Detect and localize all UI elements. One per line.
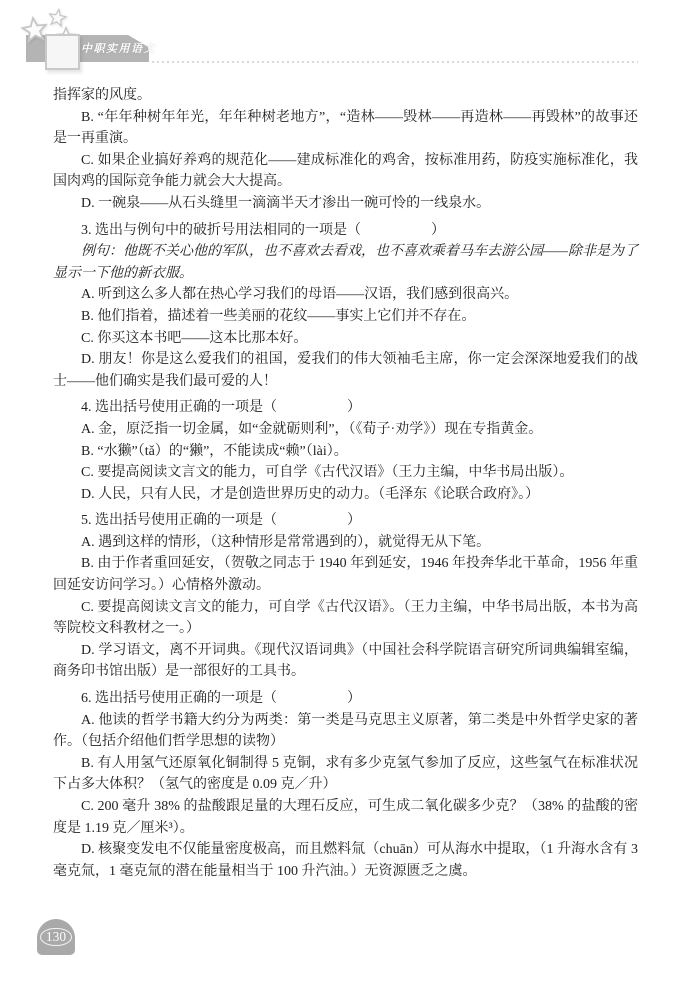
logo-square <box>45 34 80 70</box>
option-3b: B. 他们指着，描述着一些美丽的花纹——事实上它们并不存在。 <box>81 308 476 324</box>
option-3d: D. 朋友！你是这么爱我们的祖国，爱我们的伟大领袖毛主席，你一定会深深地爱我们的战士——他们确实是我们最可爱的人！ <box>53 352 638 389</box>
question-5: 5. 选出括号使用正确的一项是（ ） <box>81 513 361 529</box>
question-6: 6. 选出括号使用正确的一项是（ ） <box>81 691 361 707</box>
option-3c: C. 你买这本书吧——这本比那本好。 <box>81 330 308 346</box>
page-number: 130 <box>40 928 72 947</box>
continuation-line: 指挥家的风度。 <box>53 88 151 103</box>
option-6a: A. 他读的哲学书籍大约分为两类：第一类是马克思主义原著，第二类是中外哲学史家的著作。（包括介绍他们哲学思想的读物） <box>53 712 638 750</box>
option-5c: C. 要提高阅读文言文的能力，可自学《古代汉语》。（王力主编，中华书局出版，本书为高等院校文科教材之一。） <box>53 599 638 637</box>
option-1b: B. “年年种树年年光，年年种树老地方”，“造林——毁林——再造林——再毁林”的故事还是一再重演。 <box>53 109 638 147</box>
option-4a: A. 金，原泛指一切金属，如“金就砺则利”，（《荀子·劝学》）现在专指黄金。 <box>81 421 543 437</box>
option-1c: C. 如果企业搞好养鸡的规范化——建成标准化的鸡舍，按标准用药，防疫实施标准化，我国肉鸡的国际竞争能力就会大大提高。 <box>53 152 638 190</box>
option-6b: B. 有人用氢气还原氧化铜制得 5 克铜，求有多少克氢气参加了反应，这些氢气在标准状况下占多大体积？（氢气的密度是 0.09 克／升） <box>53 755 638 793</box>
option-5d: D. 学习语文，离不开词典。《现代汉语词典》（中国社会科学院语言研究所词典编辑室编，商务印书馆出版）是一部很好的工具书。 <box>53 642 638 680</box>
dotted-divider <box>152 61 638 63</box>
option-6d: D. 核聚变发电不仅能量密度极高，而且燃料氚（chuān）可从海水中提取，（1 升海水含有 3 毫克氚，1 毫克氚的潜在能量相当于 100 升汽油。）无资源匮乏之虞。 <box>53 842 638 879</box>
question-4: 4. 选出括号使用正确的一项是（ ） <box>81 400 361 416</box>
example-sentence: 例句：他既不关心他的军队，也不喜欢去看戏，也不喜欢乘着马车去游公园——除非是为了显示一下他的新衣服。 <box>53 244 638 281</box>
option-1d: D. 一碗泉——从石头缝里一滴滴半天才渗出一碗可怜的一线泉水。 <box>81 195 491 211</box>
option-6c: C. 200 毫升 38% 的盐酸跟足量的大理石反应，可生成二氧化碳多少克？（38% 的盐酸的密度是 1.19 克／厘米³）。 <box>53 799 638 836</box>
option-5a: A. 遇到这样的情形，（这种情形是常常遇到的），就觉得无从下笔。 <box>81 534 491 550</box>
option-4c: C. 要提高阅读文言文的能力，可自学《古代汉语》（王力主编，中华书局出版）。 <box>81 465 574 481</box>
brand-title: 中职实用语文 <box>81 43 156 55</box>
option-5b: B. 由于作者重回延安，（贺敬之同志于 1940 年到延安，1946 年投奔华北干革命，1956 年重回延安访问学习。）心情格外激动。 <box>53 556 638 594</box>
option-4b: B. “水獭”（tǎ）的“獭”，不能读成“赖”（lài）。 <box>81 443 348 459</box>
option-3a: A. 听到这么多人都在热心学习我们的母语——汉语，我们感到很高兴。 <box>81 287 519 303</box>
page-body <box>53 85 638 882</box>
question-3: 3. 选出与例句中的破折号用法相同的一项是（ ） <box>81 222 445 238</box>
star-icon <box>46 6 68 28</box>
option-4d: D. 人民，只有人民，才是创造世界历史的动力。（毛泽东《论联合政府》。） <box>81 486 540 502</box>
page-number-badge <box>37 919 75 955</box>
